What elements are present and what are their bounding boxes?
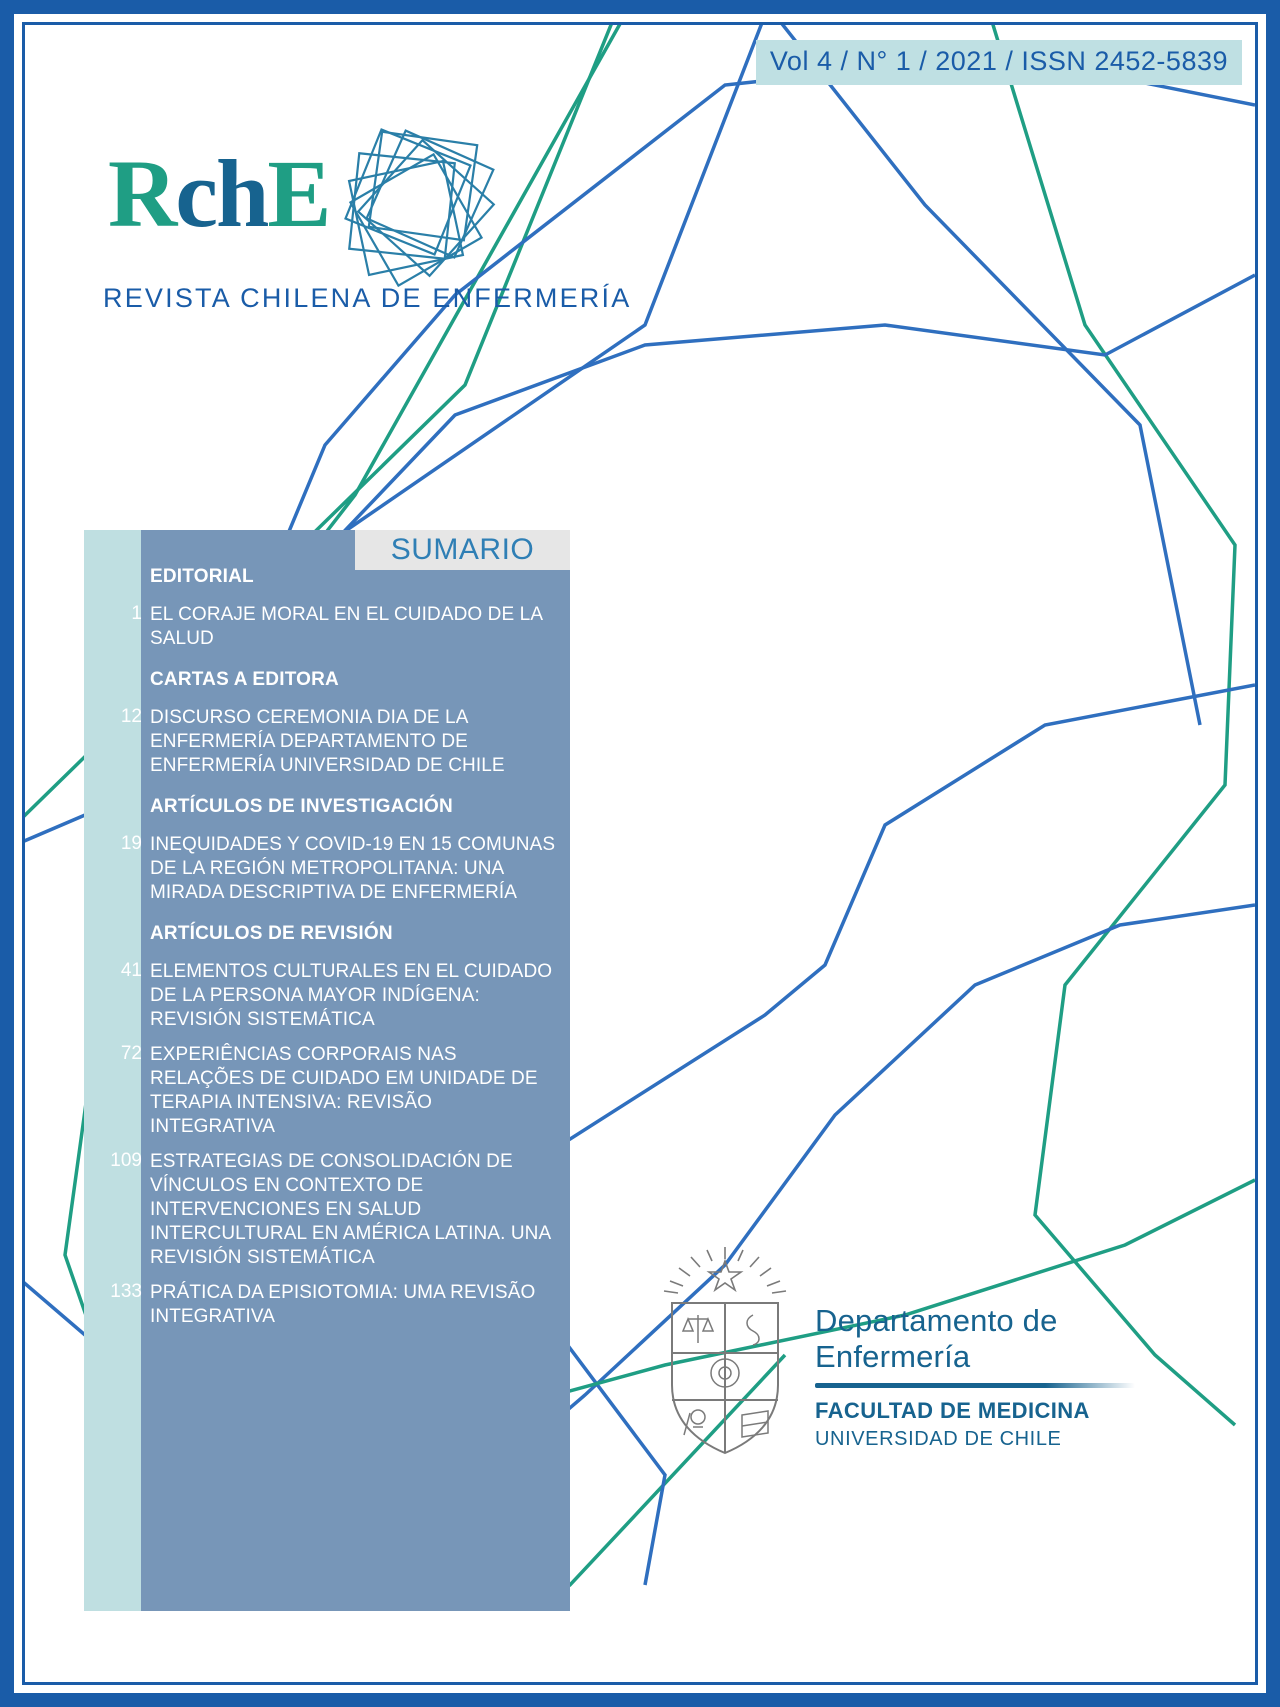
university-department: Departamento de Enfermería — [815, 1303, 1058, 1374]
toc-entry-page: 133 — [110, 1281, 142, 1302]
issue-banner: Vol 4 / N° 1 / 2021 / ISSN 2452-5839 — [756, 40, 1242, 85]
toc-entry-title: EXPERIÊNCIAS CORPORAIS NAS RELAÇÕES DE CUIDADO EM UNIDADE DE TERAPIA INTENSIVA: REVISÃO INTEGRATIVA — [150, 1044, 538, 1137]
toc-entry[interactable] — [84, 949, 570, 1032]
toc-entry-title: INEQUIDADES Y COVID-19 EN 15 COMUNAS DE LA REGIÓN METROPOLITANA: UNA MIRADA DESCRIPTIVA DE ENFERMERÍA — [150, 834, 556, 903]
logo-letter-e: E — [267, 140, 330, 247]
toc-entry-page: 109 — [110, 1150, 142, 1171]
toc-entry[interactable] — [84, 1032, 570, 1139]
logo-letter-r: R — [108, 140, 176, 247]
toc-list — [84, 548, 570, 1329]
toc-entry-page: 19 — [120, 833, 142, 854]
toc-entry-title: ELEMENTOS CULTURALES EN EL CUIDADO DE LA PERSONA MAYOR INDÍGENA: REVISIÓN SISTEMÁTICA — [150, 961, 553, 1030]
university-institution: UNIVERSIDAD DE CHILE — [815, 1428, 1062, 1450]
toc-entry[interactable] — [84, 1139, 570, 1270]
university-faculty: FACULTAD DE MEDICINA — [815, 1398, 1090, 1423]
toc-entry-title: DISCURSO CEREMONIA DIA DE LA ENFERMERÍA DEPARTAMENTO DE ENFERMERÍA UNIVERSIDAD DE CHILE — [150, 707, 505, 776]
toc-entry-page: 41 — [120, 960, 142, 981]
toc-entry[interactable] — [84, 822, 570, 905]
toc-entry[interactable] — [84, 695, 570, 778]
university-block — [640, 1245, 1130, 1465]
university-text — [815, 1303, 1135, 1451]
toc-section-heading: EDITORIAL — [150, 566, 254, 587]
toc-entry-page: 72 — [120, 1043, 142, 1064]
logo-letter-c: c — [175, 140, 216, 247]
toc-entry-title: EL CORAJE MORAL EN EL CUIDADO DE LA SALUD — [150, 604, 543, 649]
toc-section-heading: ARTÍCULOS DE INVESTIGACIÓN — [150, 796, 453, 817]
toc-section-heading: CARTAS A EDITORA — [150, 669, 339, 690]
journal-name: REVISTA CHILENA DE ENFERMERÍA — [103, 283, 632, 313]
toc-entry[interactable] — [84, 592, 570, 651]
university-divider — [815, 1383, 1135, 1388]
university-crest-icon — [650, 1245, 800, 1460]
logo-letter-h: h — [215, 140, 268, 247]
toc-entry-title: PRÁTICA DA EPISIOTOMIA: UMA REVISÃO INTEGRATIVA — [150, 1282, 536, 1327]
toc-entry-title: ESTRATEGIAS DE CONSOLIDACIÓN DE VÍNCULOS EN CONTEXTO DE INTERVENCIONES EN SALUD INTERCULTURAL EN AMÉRICA LATINA. UNA REVISIÓN SISTEMÁTICA — [150, 1151, 551, 1268]
toc-section-heading: ARTÍCULOS DE REVISIÓN — [150, 923, 393, 944]
journal-logo-text — [108, 138, 329, 249]
toc-entry-page: 12 — [120, 706, 142, 727]
toc-entry-page: 1 — [131, 603, 142, 624]
toc-tab-label: SUMARIO — [355, 530, 570, 570]
toc-entry[interactable] — [84, 1270, 570, 1329]
